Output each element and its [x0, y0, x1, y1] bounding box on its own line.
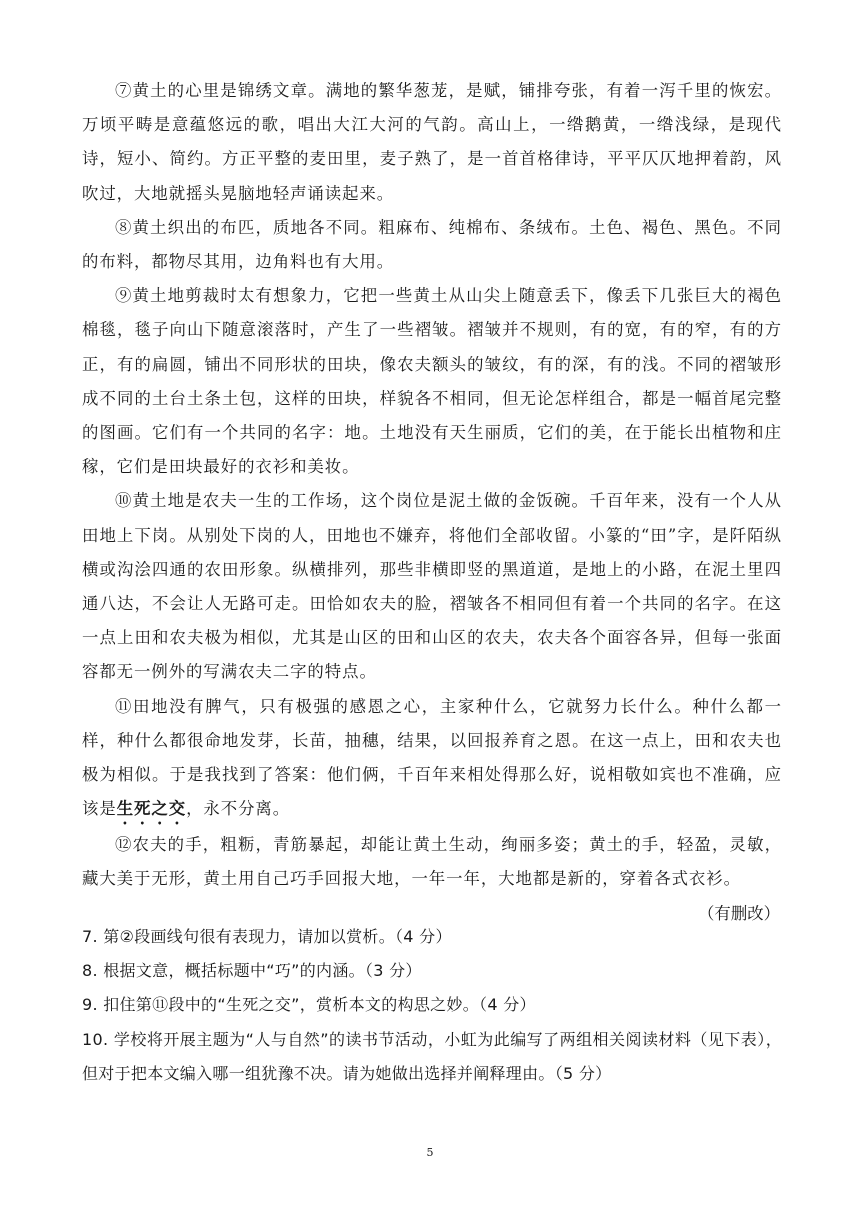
paragraph-11-text-before: ⑪田地没有脾气，只有极强的感恩之心，主家种什么，它就努力长什么。种什么都一样，种什么都很命地发芽，长苗，抽穗，结果，以回报养育之恩。在这一点上，田和农夫也极为相似。于是我找到了答案：他们俩，千百年来相处得那么好，说相敬如宾也不准确，应该是: [82, 696, 782, 819]
paragraph-7: ⑦黄土的心里是锦绣文章。满地的繁华葱茏，是赋，铺排夸张，有着一泻千里的恢宏。万顷平畴是意蕴悠远的歌，唱出大江大河的气韵。高山上，一绺鹅黄，一绺浅绿，是现代诗，短小、简约。方正平整的麦田里，麦子熟了，是一首首格律诗，平平仄仄地押着韵，风吹过，大地就摇头晃脑地轻声诵读起来。: [82, 81, 782, 203]
source-note: （有删改）: [698, 903, 780, 923]
question-10: 10. 学校将开展主题为“人与自然”的读书节活动，小虹为此编写了两组相关阅读材料（见下表），但对于把本文编入哪一组犹豫不决。请为她做出选择并阐释理由。（5 分）: [82, 1029, 782, 1083]
question-9: 9. 扣住第⑪段中的“生死之交”，赏析本文的构思之妙。（4 分）: [82, 995, 536, 1015]
paragraph-10: ⑩黄土地是农夫一生的工作场，这个岗位是泥土做的金饭碗。千百年来，没有一个人从田地上下岗。从别处下岗的人，田地也不嫌弃，将他们全部收留。小篆的“田”字，是阡陌纵横或沟浍四通的农田形象。纵横排列，那些非横即竖的黑道道，是地上的小路，在泥土里四通八达，不会让人无路可走。田恰如农夫的脸，褶皱各不相同但有着一个共同的名字。在这一点上田和农夫极为相似，尤其是山区的田和山区的农夫，农夫各个面容各异，但每一张面容都无一例外的写满农夫二字的特点。: [82, 491, 782, 682]
paragraph-8: ⑧黄土织出的布匹，质地各不同。粗麻布、纯棉布、条绒布。土色、褐色、黑色。不同的布料，都物尽其用，边角料也有大用。: [82, 217, 782, 272]
emphasized-phrase: 生死之交: [116, 799, 187, 819]
question-list: [82, 920, 782, 1091]
question-8: 8. 根据文意，概括标题中“巧”的内涵。（3 分）: [82, 961, 422, 981]
paragraph-9: ⑨黄土地剪裁时太有想象力，它把一些黄土从山尖上随意丢下，像丢下几张巨大的褐色棉毯，毯子向山下随意滚落时，产生了一些褶皱。褶皱并不规则，有的宽，有的窄，有的方正，有的扁圆，铺出不同形状的田块，像农夫额头的皱纹，有的深，有的浅。不同的褶皱形成不同的土台土条土包，这样的田块，样貌各不相同，但无论怎样组合，都是一幅首尾完整的图画。它们有一个共同的名字：地。土地没有天生丽质，它们的美，在于能长出植物和庄稼，它们是田块最好的衣衫和美妆。: [82, 286, 782, 477]
paragraph-12: ⑫农夫的手，粗粝，青筋暴起，却能让黄土生动，绚丽多姿；黄土的手，轻盈，灵敏，藏大美于无形，黄土用自己巧手回报大地，一年一年，大地都是新的，穿着各式衣衫。: [82, 835, 782, 889]
paragraph-11: [82, 690, 782, 829]
page-number: 5: [426, 1146, 434, 1159]
article-body: [82, 74, 782, 931]
question-7: 7. 第②段画线句很有表现力，请加以赏析。（4 分）: [82, 927, 452, 946]
paragraph-11-text-after: ，永不分离。: [186, 799, 291, 819]
